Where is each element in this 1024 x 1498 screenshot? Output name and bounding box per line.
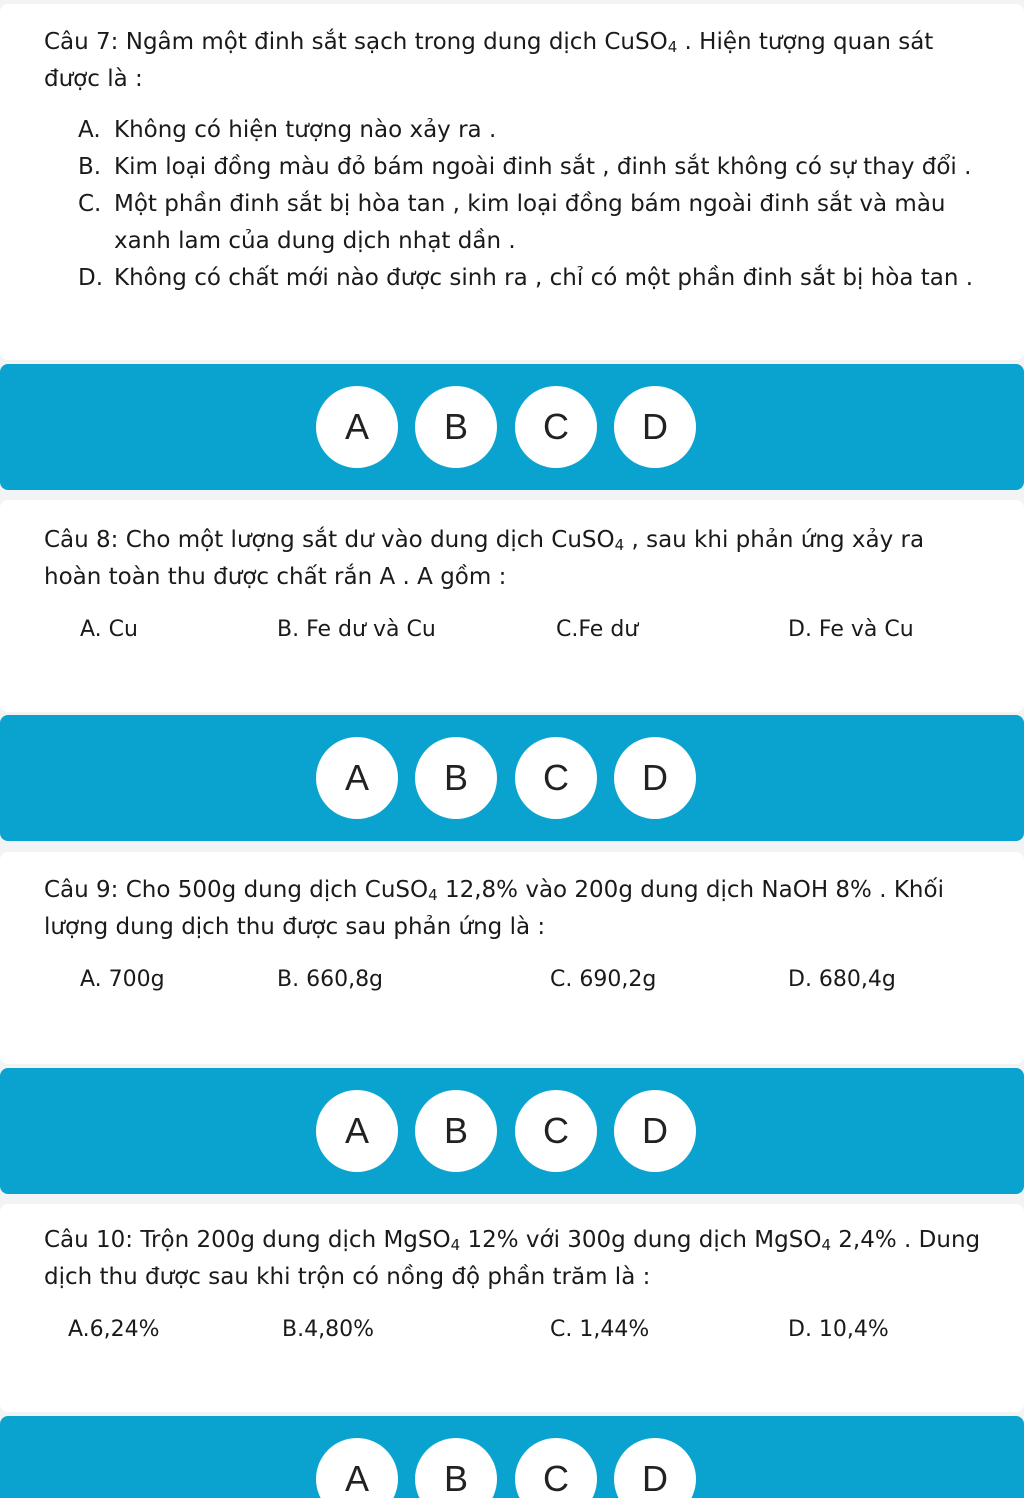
option-a: A. Cu	[80, 617, 138, 642]
answer-d-button[interactable]: D	[614, 1438, 696, 1498]
option-letter: B.	[78, 154, 102, 180]
question-9-card	[0, 852, 1024, 1064]
question-8-options	[0, 610, 1024, 650]
answer-band-q8	[0, 715, 1024, 841]
question-10-text-part: 12% với 300g dung dịch MgSO	[460, 1227, 822, 1253]
question-8-text-part: , sau khi phản ứng xảy ra hoàn toàn thu được chất rắn A . A gồm :	[44, 527, 925, 590]
answer-d-button[interactable]: D	[614, 1090, 696, 1172]
option-text: Một phần đinh sắt bị hòa tan , kim loại đồng bám ngoài đinh sắt và màu xanh lam của dung dịch nhạt dần .	[114, 191, 946, 254]
question-10-card	[0, 1204, 1024, 1412]
option-d	[78, 260, 984, 297]
question-8-card	[0, 500, 1024, 712]
question-7-card	[0, 4, 1024, 360]
option-a: A.6,24%	[68, 1317, 160, 1342]
answer-a-button[interactable]: A	[316, 1438, 398, 1498]
option-c: C. 1,44%	[550, 1317, 650, 1342]
question-7-options	[78, 112, 984, 297]
question-8-text-part: Câu 8: Cho một lượng sắt dư vào dung dịch CuSO	[44, 527, 615, 553]
option-b: B. 660,8g	[277, 967, 384, 992]
question-7-text	[44, 24, 984, 98]
answer-c-button[interactable]: C	[515, 386, 597, 468]
answer-band-q7	[0, 364, 1024, 490]
question-9-text	[44, 872, 984, 946]
question-7-text-part: . Hiện tượng quan sát được là :	[44, 29, 934, 92]
option-letter: C.	[78, 191, 102, 217]
question-7-text-part: Câu 7: Ngâm một đinh sắt sạch trong dung dịch CuSO	[44, 29, 668, 55]
option-c: C.Fe dư	[556, 617, 639, 642]
question-8-text	[44, 522, 984, 596]
subscript: 4	[428, 886, 438, 904]
answer-a-button[interactable]: A	[316, 737, 398, 819]
question-9-text-part: Câu 9: Cho 500g dung dịch CuSO	[44, 877, 429, 903]
option-d: D. 10,4%	[788, 1317, 889, 1342]
answer-c-button[interactable]: C	[515, 1438, 597, 1498]
question-9-text-part: 12,8% vào 200g dung dịch NaOH 8% . Khối lượng dung dịch thu được sau phản ứng là :	[44, 877, 944, 940]
subscript: 4	[614, 536, 625, 554]
answer-b-button[interactable]: B	[415, 1090, 497, 1172]
answer-band-q9	[0, 1068, 1024, 1194]
option-letter: A.	[78, 117, 101, 143]
answer-d-button[interactable]: D	[614, 386, 696, 468]
option-b: B. Fe dư và Cu	[277, 617, 436, 642]
question-10-text	[44, 1222, 984, 1296]
option-text: Không có hiện tượng nào xảy ra .	[114, 117, 497, 143]
answer-c-button[interactable]: C	[515, 1090, 597, 1172]
option-text: Kim loại đồng màu đỏ bám ngoài đinh sắt , đinh sắt không có sự thay đổi .	[114, 154, 972, 180]
option-c: C. 690,2g	[550, 967, 657, 992]
option-d: D. 680,4g	[788, 967, 896, 992]
option-letter: D.	[78, 265, 104, 291]
option-a	[78, 112, 984, 149]
answer-a-button[interactable]: A	[316, 386, 398, 468]
answer-c-button[interactable]: C	[515, 737, 597, 819]
answer-b-button[interactable]: B	[415, 1438, 497, 1498]
question-10-options	[0, 1310, 1024, 1350]
subscript: 4	[450, 1236, 461, 1254]
answer-a-button[interactable]: A	[316, 1090, 398, 1172]
answer-b-button[interactable]: B	[415, 386, 497, 468]
option-b: B.4,80%	[282, 1317, 374, 1342]
question-9-options	[0, 960, 1024, 1000]
option-text: Không có chất mới nào được sinh ra , chỉ có một phần đinh sắt bị hòa tan .	[114, 265, 974, 291]
answer-band-q10	[0, 1416, 1024, 1498]
question-10-text-part: Câu 10: Trộn 200g dung dịch MgSO	[44, 1227, 451, 1253]
option-d: D. Fe và Cu	[788, 617, 914, 642]
question-10-text-part: 2,4% . Dung dịch thu được sau khi trộn có nồng độ phần trăm là :	[44, 1227, 981, 1290]
subscript: 4	[821, 1236, 831, 1254]
subscript: 4	[667, 38, 678, 56]
answer-b-button[interactable]: B	[415, 737, 497, 819]
answer-d-button[interactable]: D	[614, 737, 696, 819]
option-c	[78, 186, 984, 260]
option-b	[78, 149, 984, 186]
option-a: A. 700g	[80, 967, 165, 992]
